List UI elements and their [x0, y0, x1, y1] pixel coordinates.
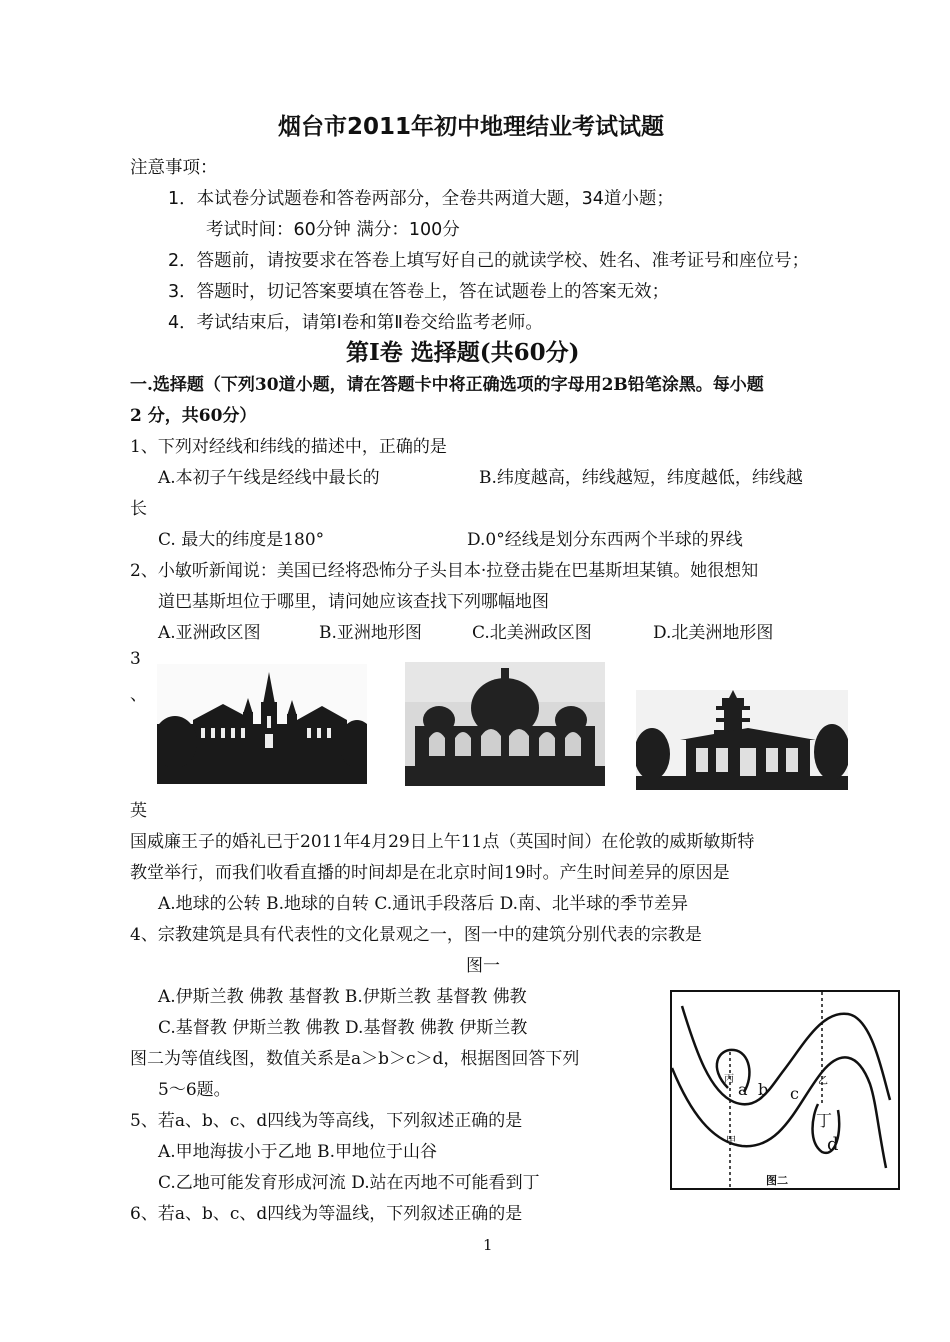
q2-stem-1: 2、小敏听新闻说：美国已经将恐怖分子头目本·拉登击毙在巴基斯坦某镇。她很想知 — [130, 561, 759, 581]
q1-option-c: C. 最大的纬度是180° — [158, 530, 325, 550]
figure-2-intro-1: 图二为等值线图，数值关系是a＞b＞c＞d，根据图回答下列 — [130, 1049, 580, 1069]
q1-option-b-wrap: 长 — [130, 499, 147, 519]
notice-item-3: 3．答题时，切记答案要填在答卷上，答在试题卷上的答案无效； — [168, 282, 670, 302]
q4-stem: 4、宗教建筑是具有代表性的文化景观之一，图一中的建筑分别代表的宗教是 — [130, 925, 702, 945]
label-jia: 甲 — [726, 1136, 736, 1147]
label-d: d — [827, 1134, 839, 1155]
q2-stem-2: 道巴基斯坦位于哪里，请问她应该查找下列哪幅地图 — [158, 592, 549, 612]
notice-heading: 注意事项： — [130, 158, 218, 178]
q3-stem-1: 国威廉王子的婚礼已于2011年4月29日上午11点（英国时间）在伦敦的威斯敏斯特 — [130, 832, 755, 852]
q1-stem: 1、下列对经线和纬线的描述中，正确的是 — [130, 437, 447, 457]
notice-item-4: 4．考试结束后，请第Ⅰ卷和第Ⅱ卷交给监考老师。 — [168, 313, 543, 333]
q2-option-c: C.北美洲政区图 — [472, 623, 592, 643]
q3-options: A.地球的公转 B.地球的自转 C.通讯手段落后 D.南、北半球的季节差异 — [158, 894, 689, 914]
isoline-figure — [670, 990, 900, 1190]
q3-stem-start: 英 — [130, 801, 147, 821]
page-number: 1 — [483, 1236, 493, 1254]
q6-stem: 6、若a、b、c、d四线为等温线，下列叙述正确的是 — [130, 1204, 523, 1224]
label-ding: 丁 — [816, 1111, 833, 1130]
pagoda-photo — [636, 690, 848, 790]
q5-options-ab: A.甲地海拔小于乙地 B.甲地位于山谷 — [158, 1142, 437, 1162]
q5-options-cd: C.乙地可能发育形成河流 D.站在丙地不可能看到丁 — [158, 1173, 540, 1193]
q1-option-a: A.本初子午线是经线中最长的 — [158, 468, 380, 488]
q2-option-d: D.北美洲地形图 — [653, 623, 774, 643]
notice-item-1: 1．本试卷分试题卷和答卷两部分，全卷共两道大题，34道小题； — [168, 189, 674, 209]
isoline-b — [672, 1057, 886, 1168]
label-bing: 丙 — [724, 1074, 734, 1085]
q5-stem: 5、若a、b、c、d四线为等高线，下列叙述正确的是 — [130, 1111, 523, 1131]
notice-item-time: 考试时间：60分钟 满分：100分 — [206, 220, 460, 240]
section-title: 第Ⅰ卷 选择题(共60分) — [346, 339, 580, 366]
q4-options-ab: A.伊斯兰教 佛教 基督教 B.伊斯兰教 基督教 佛教 — [158, 987, 527, 1007]
q1-option-d: D.0°经线是划分东西两个半球的界线 — [467, 530, 743, 550]
q4-options-cd: C.基督教 伊斯兰教 佛教 D.基督教 佛教 伊斯兰教 — [158, 1018, 528, 1038]
q2-option-a: A.亚洲政区图 — [158, 623, 261, 643]
page-title: 烟台市2011年初中地理结业考试试题 — [278, 114, 665, 140]
q2-option-b: B.亚洲地形图 — [319, 623, 422, 643]
label-yi: 乙 — [818, 1076, 828, 1087]
q3-separator: 、 — [130, 685, 147, 705]
notice-item-2: 2．答题前，请按要求在答卷上填写好自己的就读学校、姓名、准考证号和座位号； — [168, 251, 810, 271]
instruction-line-1: 一.选择题（下列30道小题，请在答题卡中将正确选项的字母用2B铅笔涂黑。每小题 — [130, 375, 764, 395]
isoline-a — [682, 1006, 890, 1104]
label-a: a — [738, 1080, 748, 1099]
label-b: b — [758, 1080, 769, 1099]
figure-1-label: 图一 — [466, 956, 500, 976]
church-photo — [157, 664, 367, 784]
instruction-line-2: 2 分，共60分） — [130, 406, 257, 426]
q3-stem-2: 教堂举行，而我们收看直播的时间却是在北京时间19时。产生时间差异的原因是 — [130, 863, 730, 883]
label-c: c — [790, 1084, 799, 1103]
figure-2-caption: 图二 — [766, 1174, 788, 1187]
mosque-photo — [405, 662, 605, 786]
q1-option-b: B.纬度越高，纬线越短，纬度越低，纬线越 — [479, 468, 803, 488]
figure-2-intro-2: 5～6题。 — [158, 1080, 231, 1100]
q3-number: 3 — [130, 649, 141, 669]
